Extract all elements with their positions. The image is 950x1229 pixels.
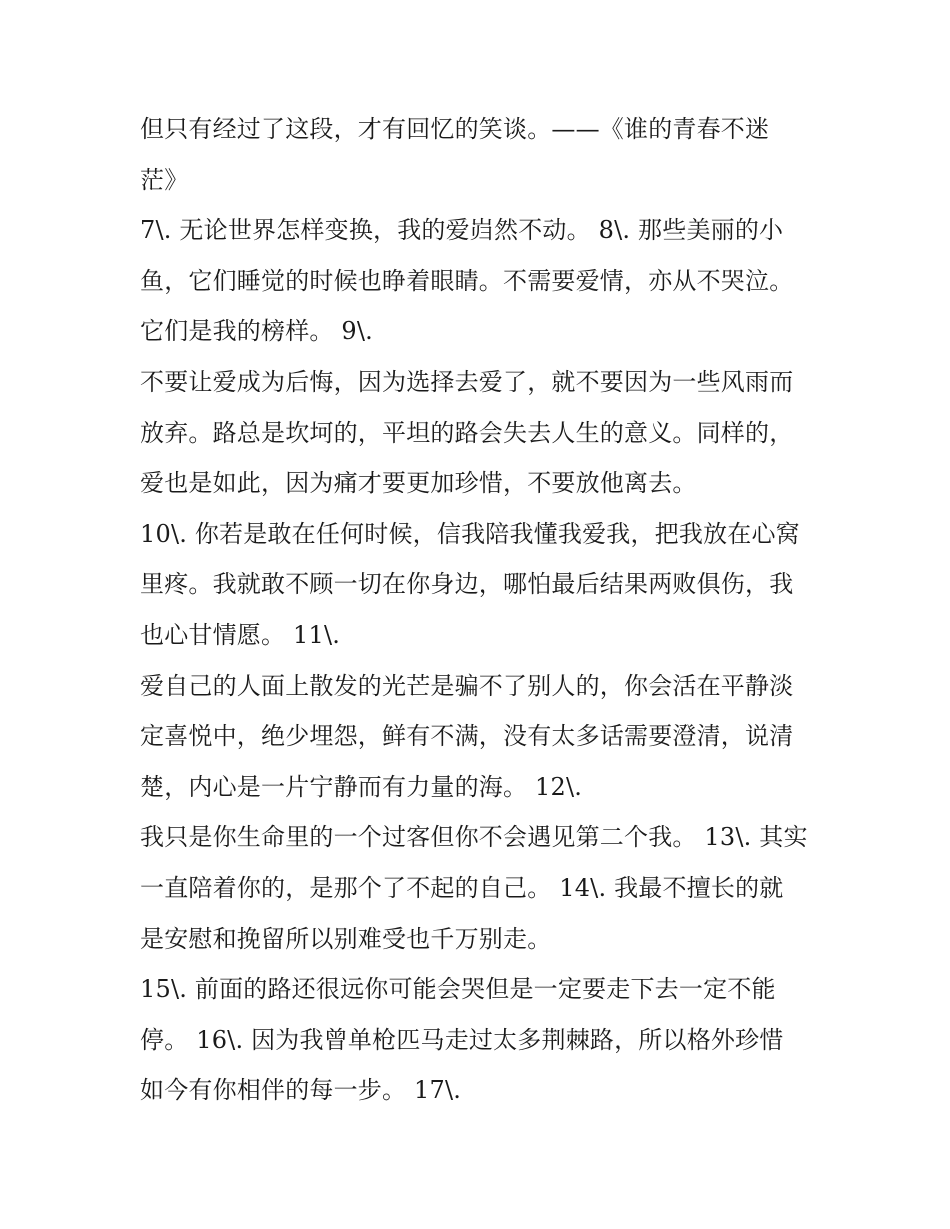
text-line: 爱也是如此，因为痛才要更加珍惜，不要放他离去。: [140, 469, 697, 498]
text-line: 放弃。路总是坎坷的，平坦的路会失去人生的意义。同样的，: [140, 418, 794, 447]
text-line: 如今有你相伴的每一步。 17\.: [140, 1076, 462, 1105]
document-body: [140, 104, 830, 1116]
text-line: 我只是你生命里的一个过客但你不会遇见第二个我。 13\. 其实: [140, 823, 808, 852]
text-line: 茫》: [140, 165, 189, 194]
text-line: 一直陪着你的，是那个了不起的自己。 14\. 我最不擅长的就: [140, 873, 784, 902]
text-line: 10\. 你若是敢在任何时候，信我陪我懂我爱我，把我放在心窝: [140, 519, 800, 548]
text-line: 15\. 前面的路还很远你可能会哭但是一定要走下去一定不能: [140, 975, 776, 1004]
text-line: 7\. 无论世界怎样变换，我的爱岿然不动。 8\. 那些美丽的小: [140, 216, 784, 245]
text-line: 停。 16\. 因为我曾单枪匹马走过太多荆棘路，所以格外珍惜: [140, 1025, 784, 1054]
text-line: 它们是我的榜样。 9\.: [140, 317, 374, 346]
text-line: 楚，内心是一片宁静而有力量的海。 12\.: [140, 772, 583, 801]
text-line: 爱自己的人面上散发的光芒是骗不了别人的，你会活在平静淡: [140, 671, 794, 700]
text-line: 鱼，它们睡觉的时候也睁着眼睛。不需要爱情，亦从不哭泣。: [140, 266, 794, 295]
text-line: 定喜悦中，绝少埋怨，鲜有不满，没有太多话需要澄清，说清: [140, 722, 794, 751]
text-line: 不要让爱成为后悔，因为选择去爱了，就不要因为一些风雨而: [140, 367, 794, 396]
text-line: 里疼。我就敢不顾一切在你身边，哪怕最后结果两败俱伤，我: [140, 570, 794, 599]
text-line: 是安慰和挽留所以别难受也千万别走。: [140, 924, 552, 953]
text-line: 但只有经过了这段，才有回忆的笑谈。——《谁的青春不迷: [140, 115, 770, 143]
text-line: 也心甘情愿。 11\.: [140, 620, 341, 649]
